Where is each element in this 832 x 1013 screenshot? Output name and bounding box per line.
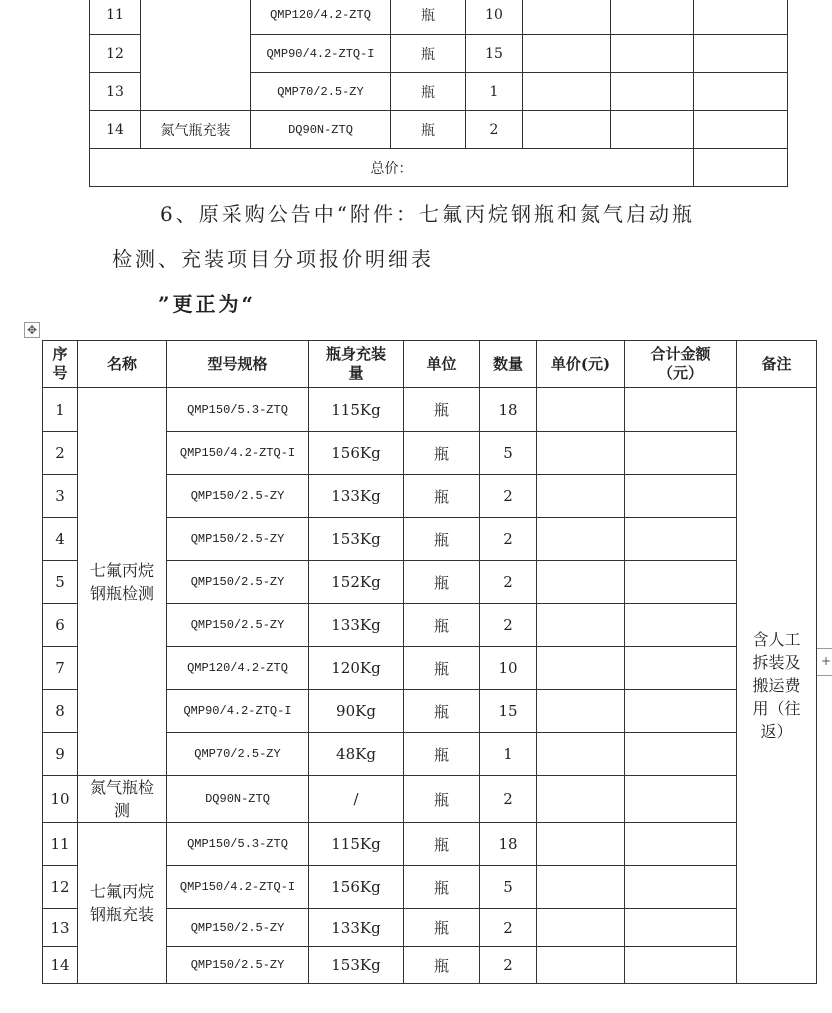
- amount: [625, 647, 737, 690]
- unit-price: [537, 518, 625, 561]
- unit: 瓶: [404, 823, 480, 866]
- table-row: [90, 0, 788, 35]
- unit: 瓶: [404, 388, 480, 432]
- fill-amount: 152Kg: [309, 561, 404, 604]
- quantity: 10: [480, 647, 537, 690]
- quantity: 18: [480, 823, 537, 866]
- unit-price: [523, 0, 611, 35]
- fill-amount: 133Kg: [309, 604, 404, 647]
- unit-price: [537, 866, 625, 909]
- header-unit: 单位: [404, 341, 480, 388]
- row-number: 2: [43, 432, 78, 475]
- unit: 瓶: [404, 733, 480, 776]
- model-spec: QMP70/2.5-ZY: [251, 73, 391, 111]
- model-spec: QMP150/4.2-ZTQ-I: [167, 432, 309, 475]
- quantity: 2: [480, 561, 537, 604]
- header-total: 合计金额 （元）: [625, 341, 737, 388]
- amount: [611, 73, 694, 111]
- amount: [625, 604, 737, 647]
- unit: 瓶: [404, 866, 480, 909]
- row-number: 12: [90, 35, 141, 73]
- remark: [694, 0, 788, 35]
- category-heptafluoropropane-filling: 七氟丙烷 钢瓶充装: [78, 823, 167, 984]
- header-remark: 备注: [737, 341, 817, 388]
- fill-amount: 120Kg: [309, 647, 404, 690]
- remark: [694, 111, 788, 149]
- row-number: 8: [43, 690, 78, 733]
- unit: 瓶: [391, 73, 466, 111]
- unit-price: [537, 388, 625, 432]
- row-number: 11: [90, 0, 141, 35]
- quantity: 15: [466, 35, 523, 73]
- amount: [625, 733, 737, 776]
- row-number: 11: [43, 823, 78, 866]
- quantity: 18: [480, 388, 537, 432]
- row-number: 1: [43, 388, 78, 432]
- fill-amount: /: [309, 776, 404, 823]
- side-expand-icon[interactable]: +: [816, 648, 832, 676]
- fill-amount: 156Kg: [309, 432, 404, 475]
- remark-note: 含人工 拆装及 搬运费 用（往 返）: [737, 388, 817, 984]
- fill-amount: 90Kg: [309, 690, 404, 733]
- amount: [625, 947, 737, 984]
- amount: [625, 776, 737, 823]
- unit-price: [537, 432, 625, 475]
- quantity: 10: [466, 0, 523, 35]
- unit-price: [537, 475, 625, 518]
- model-spec: QMP150/2.5-ZY: [167, 947, 309, 984]
- quantity: 15: [480, 690, 537, 733]
- table-row: [90, 111, 788, 149]
- unit-price: [523, 73, 611, 111]
- previous-price-table: [89, 0, 788, 187]
- unit-price: [537, 647, 625, 690]
- model-spec: QMP150/2.5-ZY: [167, 604, 309, 647]
- unit: 瓶: [404, 647, 480, 690]
- table-row: [43, 388, 817, 432]
- unit: 瓶: [404, 518, 480, 561]
- quantity: 2: [480, 909, 537, 947]
- unit: 瓶: [404, 475, 480, 518]
- header-name: 名称: [78, 341, 167, 388]
- unit-price: [537, 561, 625, 604]
- quantity: 2: [480, 518, 537, 561]
- remark: [694, 35, 788, 73]
- amount: [625, 518, 737, 561]
- unit-price: [537, 733, 625, 776]
- fill-amount: 153Kg: [309, 947, 404, 984]
- unit: 瓶: [404, 909, 480, 947]
- quantity: 5: [480, 866, 537, 909]
- amount: [611, 0, 694, 35]
- fill-amount: 115Kg: [309, 388, 404, 432]
- paragraph-line-1: 6、原采购公告中“附件：七氟丙烷钢瓶和氮气启动瓶: [160, 202, 695, 226]
- unit: 瓶: [404, 690, 480, 733]
- model-spec: QMP150/4.2-ZTQ-I: [167, 866, 309, 909]
- amount: [625, 388, 737, 432]
- amount: [625, 475, 737, 518]
- fill-amount: 133Kg: [309, 475, 404, 518]
- header-row: [43, 341, 817, 388]
- model-spec: QMP70/2.5-ZY: [167, 733, 309, 776]
- row-number: 10: [43, 776, 78, 823]
- quantity: 2: [480, 776, 537, 823]
- unit-price: [537, 690, 625, 733]
- unit: 瓶: [391, 111, 466, 149]
- row-number: 7: [43, 647, 78, 690]
- quantity: 5: [480, 432, 537, 475]
- unit: 瓶: [391, 35, 466, 73]
- header-fill: 瓶身充装 量: [309, 341, 404, 388]
- amount: [611, 35, 694, 73]
- fill-amount: 153Kg: [309, 518, 404, 561]
- unit: 瓶: [404, 561, 480, 604]
- unit-price: [537, 947, 625, 984]
- table-move-handle-icon[interactable]: ✥: [24, 322, 40, 338]
- amount: [625, 561, 737, 604]
- unit: 瓶: [391, 0, 466, 35]
- row-number: 9: [43, 733, 78, 776]
- unit-price: [537, 604, 625, 647]
- total-value: [694, 149, 788, 187]
- amount: [625, 909, 737, 947]
- unit-price: [523, 111, 611, 149]
- model-spec: QMP150/5.3-ZTQ: [167, 823, 309, 866]
- header-qty: 数量: [480, 341, 537, 388]
- table-row: [43, 776, 817, 823]
- model-spec: DQ90N-ZTQ: [251, 111, 391, 149]
- row-number: 12: [43, 866, 78, 909]
- fill-amount: 133Kg: [309, 909, 404, 947]
- unit-price: [537, 823, 625, 866]
- model-spec: DQ90N-ZTQ: [167, 776, 309, 823]
- quantity: 1: [466, 73, 523, 111]
- fill-amount: 48Kg: [309, 733, 404, 776]
- amount: [625, 690, 737, 733]
- remark: [694, 73, 788, 111]
- table-row: [43, 823, 817, 866]
- row-number: 3: [43, 475, 78, 518]
- row-number: 4: [43, 518, 78, 561]
- quantity: 1: [480, 733, 537, 776]
- amount: [611, 111, 694, 149]
- amount: [625, 432, 737, 475]
- header-spec: 型号规格: [167, 341, 309, 388]
- unit: 瓶: [404, 432, 480, 475]
- row-number: 14: [90, 111, 141, 149]
- model-spec: QMP150/2.5-ZY: [167, 518, 309, 561]
- model-spec: QMP150/2.5-ZY: [167, 475, 309, 518]
- corrected-price-table: [42, 340, 817, 984]
- unit: 瓶: [404, 947, 480, 984]
- paragraph-line-3: ”更正为“: [158, 292, 257, 316]
- model-spec: QMP120/4.2-ZTQ: [251, 0, 391, 35]
- fill-amount: 115Kg: [309, 823, 404, 866]
- category-cell: 氮气瓶充装: [141, 111, 251, 149]
- paragraph-line-2: 检测、充装项目分项报价明细表: [112, 247, 434, 271]
- model-spec: QMP150/5.3-ZTQ: [167, 388, 309, 432]
- quantity: 2: [480, 947, 537, 984]
- total-label: 总价：: [90, 149, 694, 187]
- header-unit-price: 单价(元): [537, 341, 625, 388]
- quantity: 2: [480, 604, 537, 647]
- category-heptafluoropropane-inspection: 七氟丙烷 钢瓶检测: [78, 388, 167, 776]
- row-number: 13: [90, 73, 141, 111]
- model-spec: QMP90/4.2-ZTQ-I: [167, 690, 309, 733]
- unit: 瓶: [404, 604, 480, 647]
- row-number: 6: [43, 604, 78, 647]
- unit: 瓶: [404, 776, 480, 823]
- total-row: [90, 149, 788, 187]
- model-spec: QMP90/4.2-ZTQ-I: [251, 35, 391, 73]
- header-no: 序 号: [43, 341, 78, 388]
- amount: [625, 866, 737, 909]
- model-spec: QMP150/2.5-ZY: [167, 909, 309, 947]
- amount: [625, 823, 737, 866]
- model-spec: QMP120/4.2-ZTQ: [167, 647, 309, 690]
- fill-amount: 156Kg: [309, 866, 404, 909]
- category-nitrogen-inspection: 氮气瓶检 测: [78, 776, 167, 823]
- category-cell: [141, 0, 251, 111]
- quantity: 2: [466, 111, 523, 149]
- row-number: 14: [43, 947, 78, 984]
- row-number: 5: [43, 561, 78, 604]
- unit-price: [537, 776, 625, 823]
- unit-price: [523, 35, 611, 73]
- model-spec: QMP150/2.5-ZY: [167, 561, 309, 604]
- unit-price: [537, 909, 625, 947]
- quantity: 2: [480, 475, 537, 518]
- row-number: 13: [43, 909, 78, 947]
